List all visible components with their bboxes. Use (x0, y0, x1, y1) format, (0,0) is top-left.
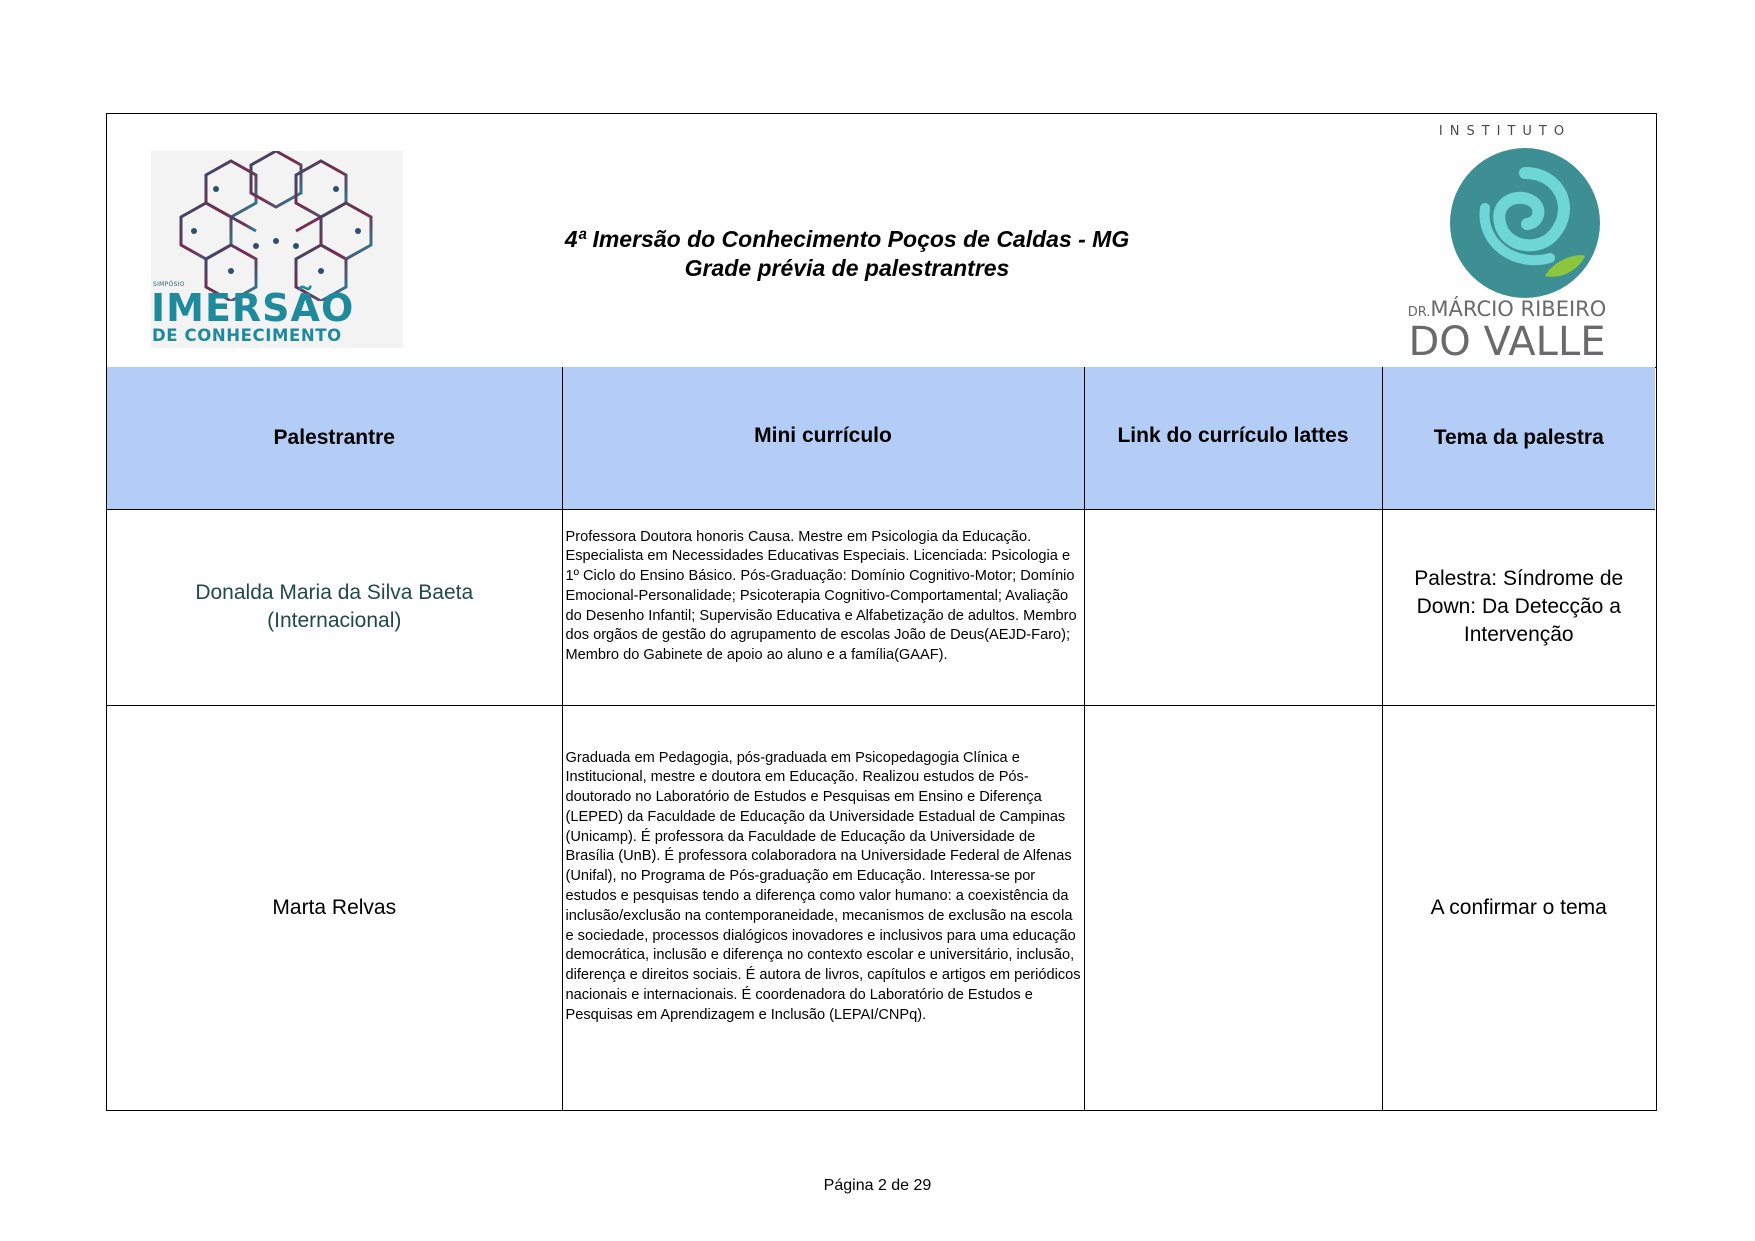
table-row (107, 509, 1655, 705)
speaker-name-cell (107, 509, 562, 705)
logo-subtitle-text: DE CONHECIMENTO (152, 326, 342, 345)
theme-cell: Palestra: Síndrome de Down: Da Detecção a Intervenção (1382, 509, 1655, 705)
logo-name-line (1407, 299, 1607, 320)
brain-circuit-icon (176, 151, 376, 301)
column-header-lattes-link (1084, 367, 1382, 509)
page-number: Página 2 de 29 (823, 1177, 932, 1194)
document-sheet (106, 113, 1657, 1111)
title-line-2: Grade prévia de palestrantres (684, 255, 1010, 281)
column-header-speaker: Palestrantre (107, 367, 562, 509)
column-header-theme: Tema da palestra (1382, 367, 1655, 509)
logo-name-text: MÁRCIO RIBEIRO (1430, 297, 1607, 321)
table-header-row (107, 367, 1655, 509)
speaker-name: Marta Relvas (272, 895, 397, 919)
logo-brand-text: IMERSÃO (151, 286, 355, 330)
logo-instituto-text: INSTITUTO (1438, 124, 1572, 139)
instituto-logo (1407, 120, 1647, 365)
logo-dr-text: DR. (1407, 305, 1431, 320)
mini-cv-cell (562, 509, 1084, 705)
lattes-link-cell (1084, 509, 1382, 705)
imersao-logo (151, 151, 403, 348)
lattes-link-cell (1084, 705, 1382, 1110)
speakers-table (107, 367, 1655, 1110)
table-row (107, 705, 1655, 1110)
column-header-mini-cv-label: Mini currículo (754, 423, 892, 447)
rose-emblem-icon (1445, 148, 1605, 298)
logo-simposio-text: SIMPÓSIO (153, 281, 185, 288)
column-header-mini-cv (562, 367, 1084, 509)
mini-cv-text: Professora Doutora honoris Causa. Mestre em Psicologia da Educação. Especialista em Necessidades Educativas Especiais. Licenciada: Psicologia e 1º Ciclo do Ensino Básico. Pós-Graduação: Domínio Cognitivo-Motor; Domínio Emocional-Personalidade; Psicoterapia Cognitivo-Comportamental; Avaliação do Desenho Infantil; Supervisão Educativa e Alfabetização de adultos. Membro dos orgãos de gestão do agrupamento de escolas João de Deus(AEJD-Faro); Membro do Gabinete de apoio ao aluno e a família(GAAF). (565, 528, 1077, 664)
speaker-origin: (Internacional) (267, 609, 402, 632)
logo-surname-text: DO VALLE (1408, 319, 1606, 365)
speaker-name: Donalda Maria da Silva Baeta (195, 581, 474, 604)
speaker-name-cell (107, 705, 562, 1110)
title-line-1: 4ª Imersão do Conhecimento Poços de Caldas - MG (564, 226, 1130, 252)
document-title (527, 225, 1167, 283)
document-header (107, 114, 1656, 368)
column-header-lattes-link-label: Link do currículo lattes (1117, 423, 1349, 447)
mini-cv-cell (562, 705, 1084, 1110)
theme-cell: A confirmar o tema (1382, 705, 1655, 1110)
mini-cv-text: Graduada em Pedagogia, pós-graduada em Psicopedagogia Clínica e Institucional, mestre e doutora em Educação. Realizou estudos de Pós-doutorado no Laboratório de Estudos e Pesquisas em Ensino e Diferença (LEPED) da Faculdade de Educação da Universidade Estadual de Campinas (Unicamp). É professora da Faculdade de Educação da Universidade de Brasília (UnB). É professora colaboradora na Universidade Federal de Alfenas (Unifal), no Programa de Pós-graduação em Educação. Interessa-se por estudos e pesquisas tendo a diferença como valor humano: a coexistência da inclusão/exclusão na contemporaneidade, mecanismos de exclusão na escola e sociedade, processos dialógicos inovadores e inclusivos para uma educação democrática, inclusão e diferença no contexto escolar e universitário, inclusão, diferença e direitos sociais. É autora de livros, capítulos e artigos em periódicos nacionais e internacionais. É coordenadora do Laboratório de Estudos e Pesquisas em Aprendizagem e Inclusão (LEPAI/CNPq). (565, 749, 1081, 1023)
